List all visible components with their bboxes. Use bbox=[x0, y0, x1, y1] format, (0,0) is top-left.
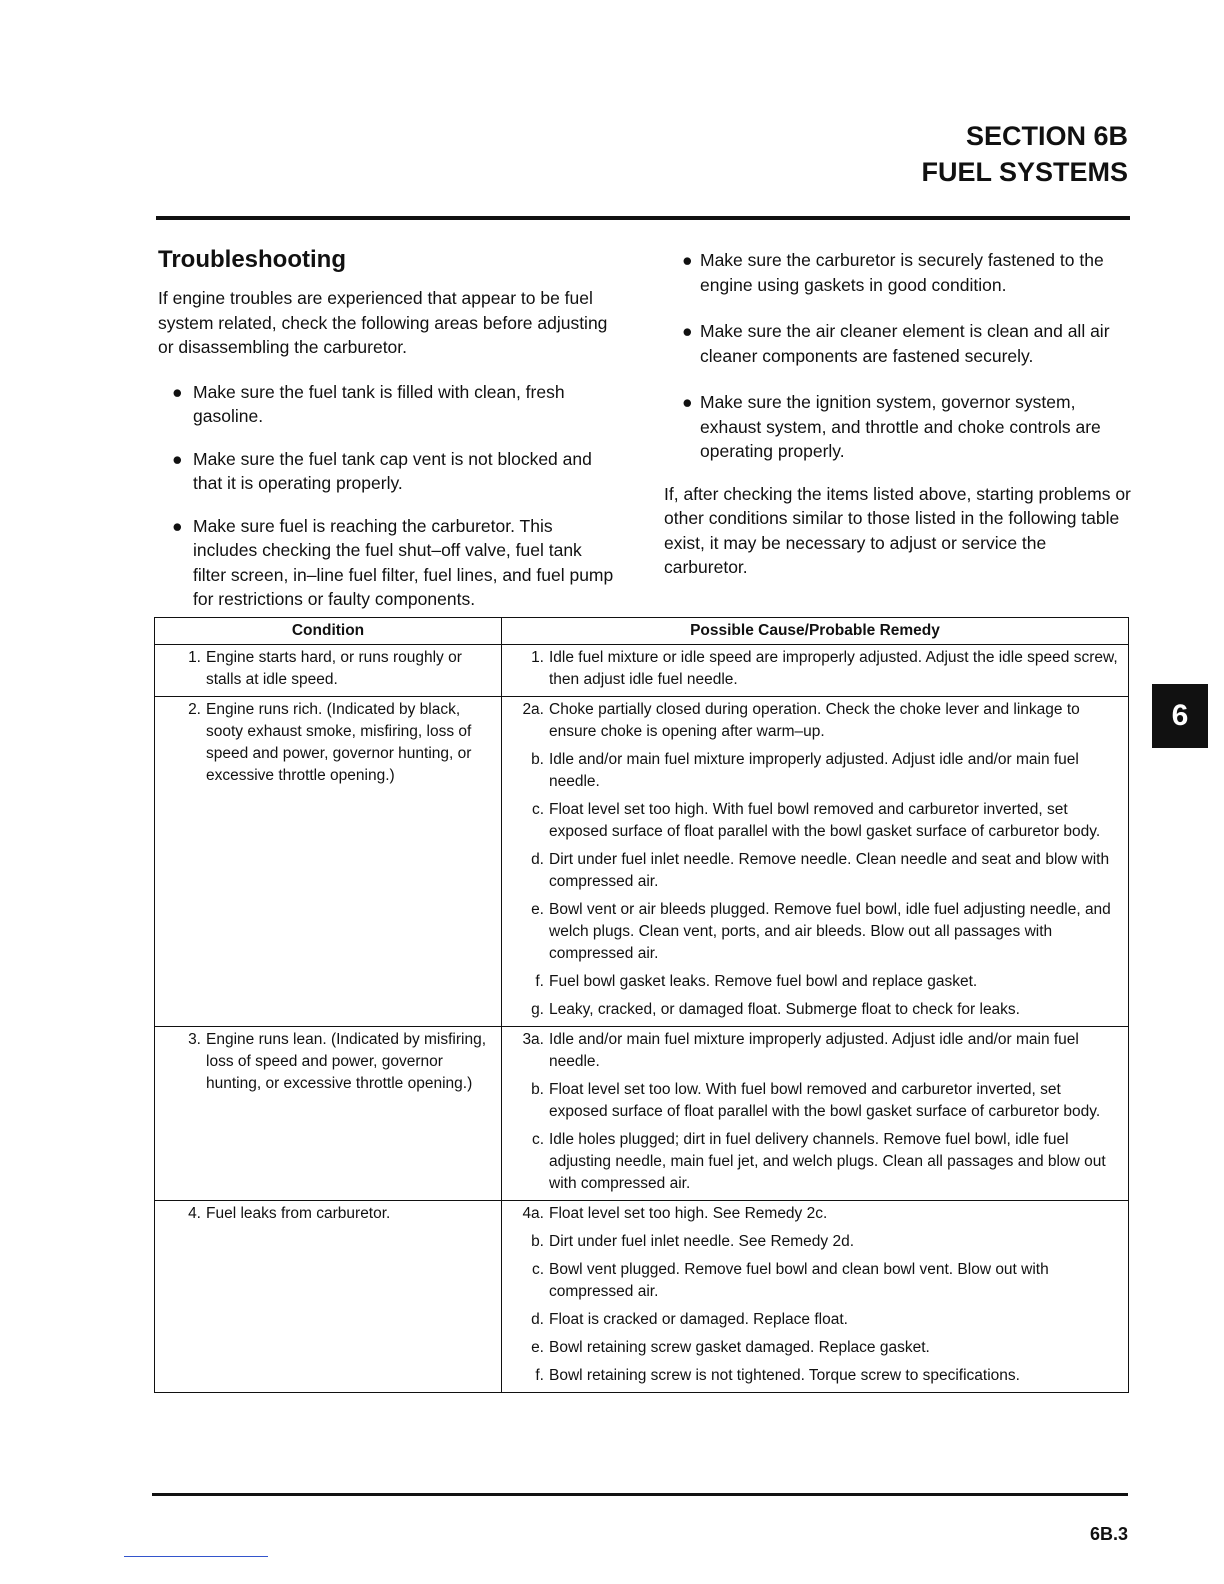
condition-cell bbox=[155, 697, 502, 1027]
remedy-text: Float level set too low. With fuel bowl removed and carburetor inverted, set exposed surface of float parallel with the bowl gasket surface of carburetor body. bbox=[549, 1081, 1101, 1120]
remedy-text: Float is cracked or damaged. Replace float. bbox=[549, 1311, 848, 1328]
remedy-text: Dirt under fuel inlet needle. See Remedy 2d. bbox=[549, 1233, 855, 1250]
section-header bbox=[921, 118, 1128, 190]
table-row bbox=[155, 1027, 1129, 1201]
condition-number: 1. bbox=[188, 649, 201, 666]
remedy-text: Idle and/or main fuel mixture improperly adjusted. Adjust idle and/or main fuel needle. bbox=[549, 1031, 1079, 1070]
remedy-text: Dirt under fuel inlet needle. Remove needle. Clean needle and seat and blow with compressed air. bbox=[549, 851, 1110, 890]
left-bullet-list bbox=[158, 380, 618, 612]
troubleshooting-heading: Troubleshooting bbox=[158, 246, 346, 273]
remedy-label: c. bbox=[531, 1131, 544, 1148]
remedy-item bbox=[508, 1231, 1122, 1253]
remedy-text: Float level set too high. See Remedy 2c. bbox=[549, 1205, 828, 1222]
bullet-icon: ● bbox=[682, 392, 693, 412]
top-rule bbox=[156, 216, 1130, 220]
bullet-item bbox=[664, 319, 1134, 368]
remedy-item bbox=[508, 899, 1122, 965]
remedy-label: 2a. bbox=[522, 701, 544, 718]
remedy-label: 3a. bbox=[522, 1031, 544, 1048]
condition-cell bbox=[155, 1201, 502, 1393]
remedy-text: Fuel bowl gasket leaks. Remove fuel bowl and replace gasket. bbox=[549, 973, 978, 990]
condition-number: 4. bbox=[188, 1205, 201, 1222]
remedy-label: g. bbox=[531, 1001, 544, 1018]
bullet-icon: ● bbox=[172, 448, 183, 469]
remedy-text: Idle fuel mixture or idle speed are improperly adjusted. Adjust the idle speed screw, then adjust idle fuel needle. bbox=[549, 649, 1118, 688]
condition-number: 2. bbox=[188, 701, 201, 718]
condition-header: Condition bbox=[155, 618, 502, 645]
remedy-item bbox=[508, 749, 1122, 793]
bullet-text: Make sure the ignition system, governor system, exhaust system, and throttle and choke controls are operating properly. bbox=[700, 392, 1101, 461]
remedy-item bbox=[508, 1259, 1122, 1303]
remedy-cell bbox=[502, 1027, 1129, 1201]
remedy-item bbox=[508, 1029, 1122, 1073]
section-title: FUEL SYSTEMS bbox=[921, 157, 1128, 187]
remedy-cell bbox=[502, 697, 1129, 1027]
bullet-icon: ● bbox=[172, 381, 183, 402]
remedy-label: d. bbox=[531, 1311, 544, 1328]
remedy-item bbox=[508, 1337, 1122, 1359]
right-column bbox=[664, 248, 1134, 580]
footer-link-line bbox=[124, 1556, 268, 1557]
remedy-label: c. bbox=[531, 801, 544, 818]
bullet-text: Make sure the fuel tank is filled with clean, fresh gasoline. bbox=[193, 381, 565, 426]
outro-paragraph: If, after checking the items listed above, starting problems or other conditions similar to those listed in the following table exist, it may be necessary to adjust or service the carburetor. bbox=[664, 483, 1131, 577]
remedy-item bbox=[508, 999, 1122, 1021]
bullet-item bbox=[158, 514, 618, 612]
bullet-icon: ● bbox=[682, 321, 693, 341]
remedy-item bbox=[508, 799, 1122, 843]
remedy-cell bbox=[502, 1201, 1129, 1393]
table-row bbox=[155, 645, 1129, 697]
remedy-item bbox=[508, 647, 1122, 691]
remedy-label: e. bbox=[531, 901, 544, 918]
remedy-label: d. bbox=[531, 851, 544, 868]
remedy-cell bbox=[502, 645, 1129, 697]
bullet-item bbox=[158, 380, 618, 429]
remedy-text: Idle holes plugged; dirt in fuel delivery channels. Remove fuel bowl, idle fuel adjusting needle, main fuel jet, and welch plugs. Clean all passages and blow out with compressed air. bbox=[549, 1131, 1106, 1192]
remedy-item bbox=[508, 1203, 1122, 1225]
condition-text: Fuel leaks from carburetor. bbox=[206, 1205, 391, 1222]
left-column bbox=[158, 246, 618, 630]
bullet-icon: ● bbox=[682, 250, 693, 270]
bullet-text: Make sure the air cleaner element is clean and all air cleaner components are fastened securely. bbox=[700, 321, 1110, 366]
section-number: SECTION 6B bbox=[965, 121, 1128, 151]
bullet-text: Make sure the carburetor is securely fastened to the engine using gaskets in good condition. bbox=[700, 250, 1104, 295]
remedy-text: Bowl vent or air bleeds plugged. Remove fuel bowl, idle fuel adjusting needle, and welch plugs. Clean vent, ports, and air bleeds. Blow out all passages with compressed air. bbox=[549, 901, 1111, 962]
bullet-text: Make sure fuel is reaching the carburetor. This includes checking the fuel shut–off valve, fuel tank filter screen, in–line fuel filter, fuel lines, and fuel pump for restrictions or faulty components. bbox=[193, 515, 614, 609]
table-header-row bbox=[155, 618, 1129, 645]
condition-text: Engine starts hard, or runs roughly or stalls at idle speed. bbox=[206, 649, 462, 688]
condition-cell bbox=[155, 645, 502, 697]
remedy-header: Possible Cause/Probable Remedy bbox=[502, 618, 1129, 645]
remedy-text: Float level set too high. With fuel bowl removed and carburetor inverted, set exposed surface of float parallel with the bowl gasket surface of carburetor body. bbox=[549, 801, 1101, 840]
table-row bbox=[155, 1201, 1129, 1393]
remedy-label: b. bbox=[531, 1081, 544, 1098]
remedy-text: Bowl retaining screw gasket damaged. Replace gasket. bbox=[549, 1339, 930, 1356]
remedy-label: e. bbox=[531, 1339, 544, 1356]
remedy-text: Leaky, cracked, or damaged float. Submerge float to check for leaks. bbox=[549, 1001, 1020, 1018]
intro-paragraph: If engine troubles are experienced that appear to be fuel system related, check the following areas before adjusting or disassembling the carburetor. bbox=[158, 288, 608, 357]
bullet-item bbox=[664, 248, 1134, 297]
remedy-item bbox=[508, 699, 1122, 743]
remedy-item bbox=[508, 1365, 1122, 1387]
condition-text: Engine runs rich. (Indicated by black, sooty exhaust smoke, misfiring, loss of speed and power, governor hunting, or excessive throttle opening.) bbox=[206, 701, 472, 784]
right-bullet-list bbox=[664, 248, 1134, 464]
bottom-rule bbox=[152, 1493, 1128, 1496]
remedy-text: Choke partially closed during operation. Check the choke lever and linkage to ensure choke is opening after warm–up. bbox=[549, 701, 1080, 740]
remedy-text: Bowl vent plugged. Remove fuel bowl and clean bowl vent. Blow out with compressed air. bbox=[549, 1261, 1049, 1300]
condition-cell bbox=[155, 1027, 502, 1201]
remedy-text: Bowl retaining screw is not tightened. Torque screw to specifications. bbox=[549, 1367, 1020, 1384]
bullet-icon: ● bbox=[172, 515, 183, 536]
bullet-item bbox=[664, 390, 1134, 464]
condition-number: 3. bbox=[188, 1031, 201, 1048]
remedy-label: f. bbox=[535, 973, 544, 990]
section-tab: 6 bbox=[1152, 684, 1208, 748]
remedy-item bbox=[508, 1079, 1122, 1123]
remedy-item bbox=[508, 849, 1122, 893]
table-row bbox=[155, 697, 1129, 1027]
remedy-label: b. bbox=[531, 751, 544, 768]
bullet-text: Make sure the fuel tank cap vent is not blocked and that it is operating properly. bbox=[193, 448, 592, 493]
bullet-item bbox=[158, 447, 618, 496]
remedy-text: Idle and/or main fuel mixture improperly adjusted. Adjust idle and/or main fuel needle. bbox=[549, 751, 1079, 790]
remedy-item bbox=[508, 1309, 1122, 1331]
troubleshooting-table bbox=[154, 617, 1129, 1393]
remedy-item bbox=[508, 971, 1122, 993]
remedy-label: c. bbox=[531, 1261, 544, 1278]
remedy-label: b. bbox=[531, 1233, 544, 1250]
condition-text: Engine runs lean. (Indicated by misfiring, loss of speed and power, governor hunting, or excessive throttle opening.) bbox=[206, 1031, 487, 1092]
remedy-label: 4a. bbox=[522, 1205, 544, 1222]
remedy-item bbox=[508, 1129, 1122, 1195]
remedy-label: 1. bbox=[531, 649, 544, 666]
remedy-label: f. bbox=[535, 1367, 544, 1384]
page-number: 6B.3 bbox=[1089, 1524, 1128, 1544]
